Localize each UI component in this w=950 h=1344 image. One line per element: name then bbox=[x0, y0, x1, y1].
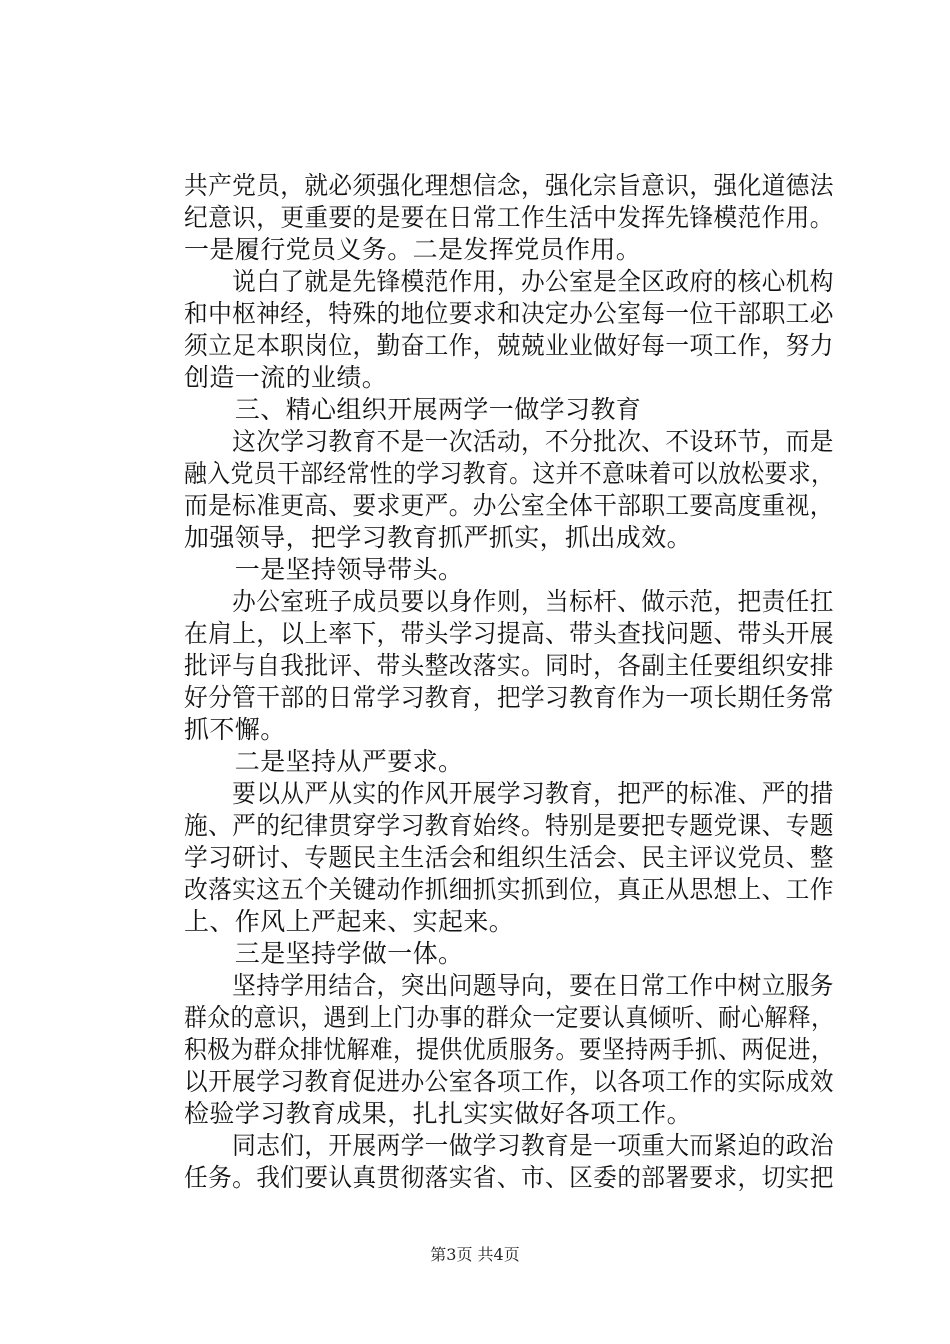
text-line: 积极为群众排忧解难，提供优质服务。要坚持两手抓、两促进， bbox=[184, 1035, 835, 1064]
text-line: 三、精心组织开展两学一做学习教育 bbox=[184, 395, 642, 424]
body-text bbox=[184, 170, 834, 1194]
text-line: 抓不懈。 bbox=[184, 715, 286, 744]
text-line: 创造一流的业绩。 bbox=[184, 363, 388, 392]
text-line: 须立足本职岗位，勤奋工作，兢兢业业做好每一项工作，努力 bbox=[184, 331, 834, 360]
text-line: 同志们，开展两学一做学习教育是一项重大而紧迫的政治 bbox=[184, 1131, 834, 1160]
text-line: 加强领导，把学习教育抓严抓实，抓出成效。 bbox=[184, 523, 693, 552]
text-line: 和中枢神经，特殊的地位要求和决定办公室每一位干部职工必 bbox=[184, 299, 834, 328]
text-line: 学习研讨、专题民主生活会和组织生活会、民主评议党员、整 bbox=[184, 843, 834, 872]
text-line: 以开展学习教育促进办公室各项工作，以各项工作的实际成效 bbox=[184, 1067, 834, 1096]
text-line: 在肩上，以上率下，带头学习提高、带头查找问题、带头开展 bbox=[184, 619, 834, 648]
text-line: 群众的意识，遇到上门办事的群众一定要认真倾听、耐心解释， bbox=[184, 1003, 835, 1032]
text-line: 好分管干部的日常学习教育，把学习教育作为一项长期任务常 bbox=[184, 683, 834, 712]
text-line: 上、作风上严起来、实起来。 bbox=[184, 907, 515, 936]
text-line: 一是履行党员义务。二是发挥党员作用。 bbox=[184, 235, 642, 264]
page-footer: 第3页 共4页 bbox=[430, 1245, 520, 1264]
text-line: 而是标准更高、要求更严。办公室全体干部职工要高度重视， bbox=[184, 491, 834, 520]
text-line: 三是坚持学做一体。 bbox=[184, 939, 464, 968]
text-line: 这次学习教育不是一次活动，不分批次、不设环节，而是 bbox=[184, 427, 834, 456]
text-line: 一是坚持领导带头。 bbox=[184, 555, 464, 584]
text-line: 批评与自我批评、带头整改落实。同时，各副主任要组织安排 bbox=[184, 651, 834, 680]
text-line: 融入党员干部经常性的学习教育。这并不意味着可以放松要求， bbox=[184, 459, 835, 488]
text-line: 任务。我们要认真贯彻落实省、市、区委的部署要求，切实把 bbox=[184, 1163, 834, 1192]
text-line: 二是坚持从严要求。 bbox=[184, 747, 464, 776]
text-line: 说白了就是先锋模范作用，办公室是全区政府的核心机构 bbox=[184, 267, 834, 296]
text-line: 检验学习教育成果，扎扎实实做好各项工作。 bbox=[184, 1099, 693, 1128]
text-line: 改落实这五个关键动作抓细抓实抓到位，真正从思想上、工作 bbox=[184, 875, 834, 904]
text-line: 纪意识，更重要的是要在日常工作生活中发挥先锋模范作用。 bbox=[184, 203, 834, 232]
text-line: 坚持学用结合，突出问题导向，要在日常工作中树立服务 bbox=[184, 971, 834, 1000]
text-line: 共产党员，就必须强化理想信念，强化宗旨意识，强化道德法 bbox=[184, 171, 834, 200]
text-line: 办公室班子成员要以身作则，当标杆、做示范，把责任扛 bbox=[184, 587, 834, 616]
text-line: 要以从严从实的作风开展学习教育，把严的标准、严的措 bbox=[184, 779, 834, 808]
text-line: 施、严的纪律贯穿学习教育始终。特别是要把专题党课、专题 bbox=[184, 811, 834, 840]
